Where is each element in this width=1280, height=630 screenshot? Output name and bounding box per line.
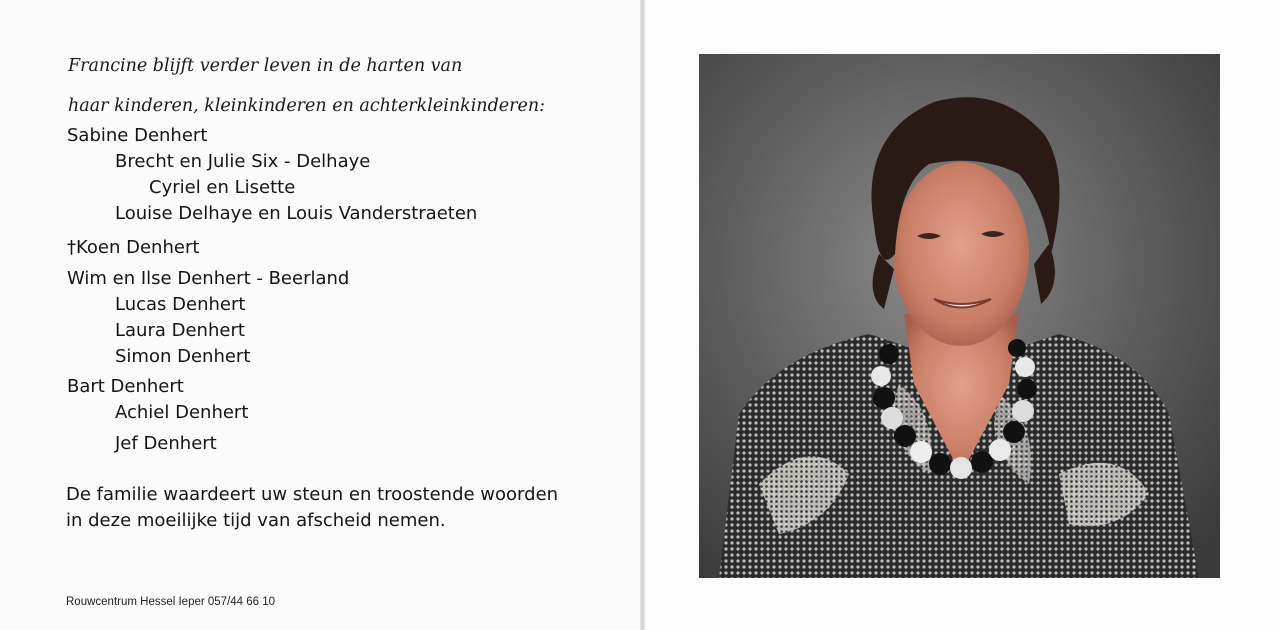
- funeral-home-footer: Rouwcentrum Hessel Ieper 057/44 66 10: [66, 596, 276, 608]
- family-member: Bart Denhert: [67, 376, 184, 397]
- portrait-photo: [699, 54, 1220, 578]
- family-member: Sabine Denhert: [67, 125, 208, 146]
- family-member: Cyriel en Lisette: [149, 177, 296, 198]
- family-member: Simon Denhert: [115, 346, 251, 367]
- family-member: Brecht en Julie Six - Delhaye: [115, 151, 371, 172]
- closing-line-2: in deze moeilijke tijd van afscheid nemen.: [66, 510, 446, 531]
- closing-line-1: De familie waardeert uw steun en troostende woorden: [66, 484, 559, 505]
- family-member: Jef Denhert: [115, 433, 217, 454]
- family-member: Lucas Denhert: [115, 294, 246, 315]
- family-member: Louise Delhaye en Louis Vanderstraeten: [115, 203, 478, 224]
- family-member: †Koen Denhert: [67, 237, 200, 258]
- intro-line-2: haar kinderen, kleinkinderen en achterkleinkinderen:: [68, 96, 546, 116]
- family-member: Wim en Ilse Denhert - Beerland: [67, 268, 350, 289]
- intro-line-1: Francine blijft verder leven in de harten van: [68, 56, 463, 76]
- family-member: Laura Denhert: [115, 320, 245, 341]
- family-member: Achiel Denhert: [115, 402, 249, 423]
